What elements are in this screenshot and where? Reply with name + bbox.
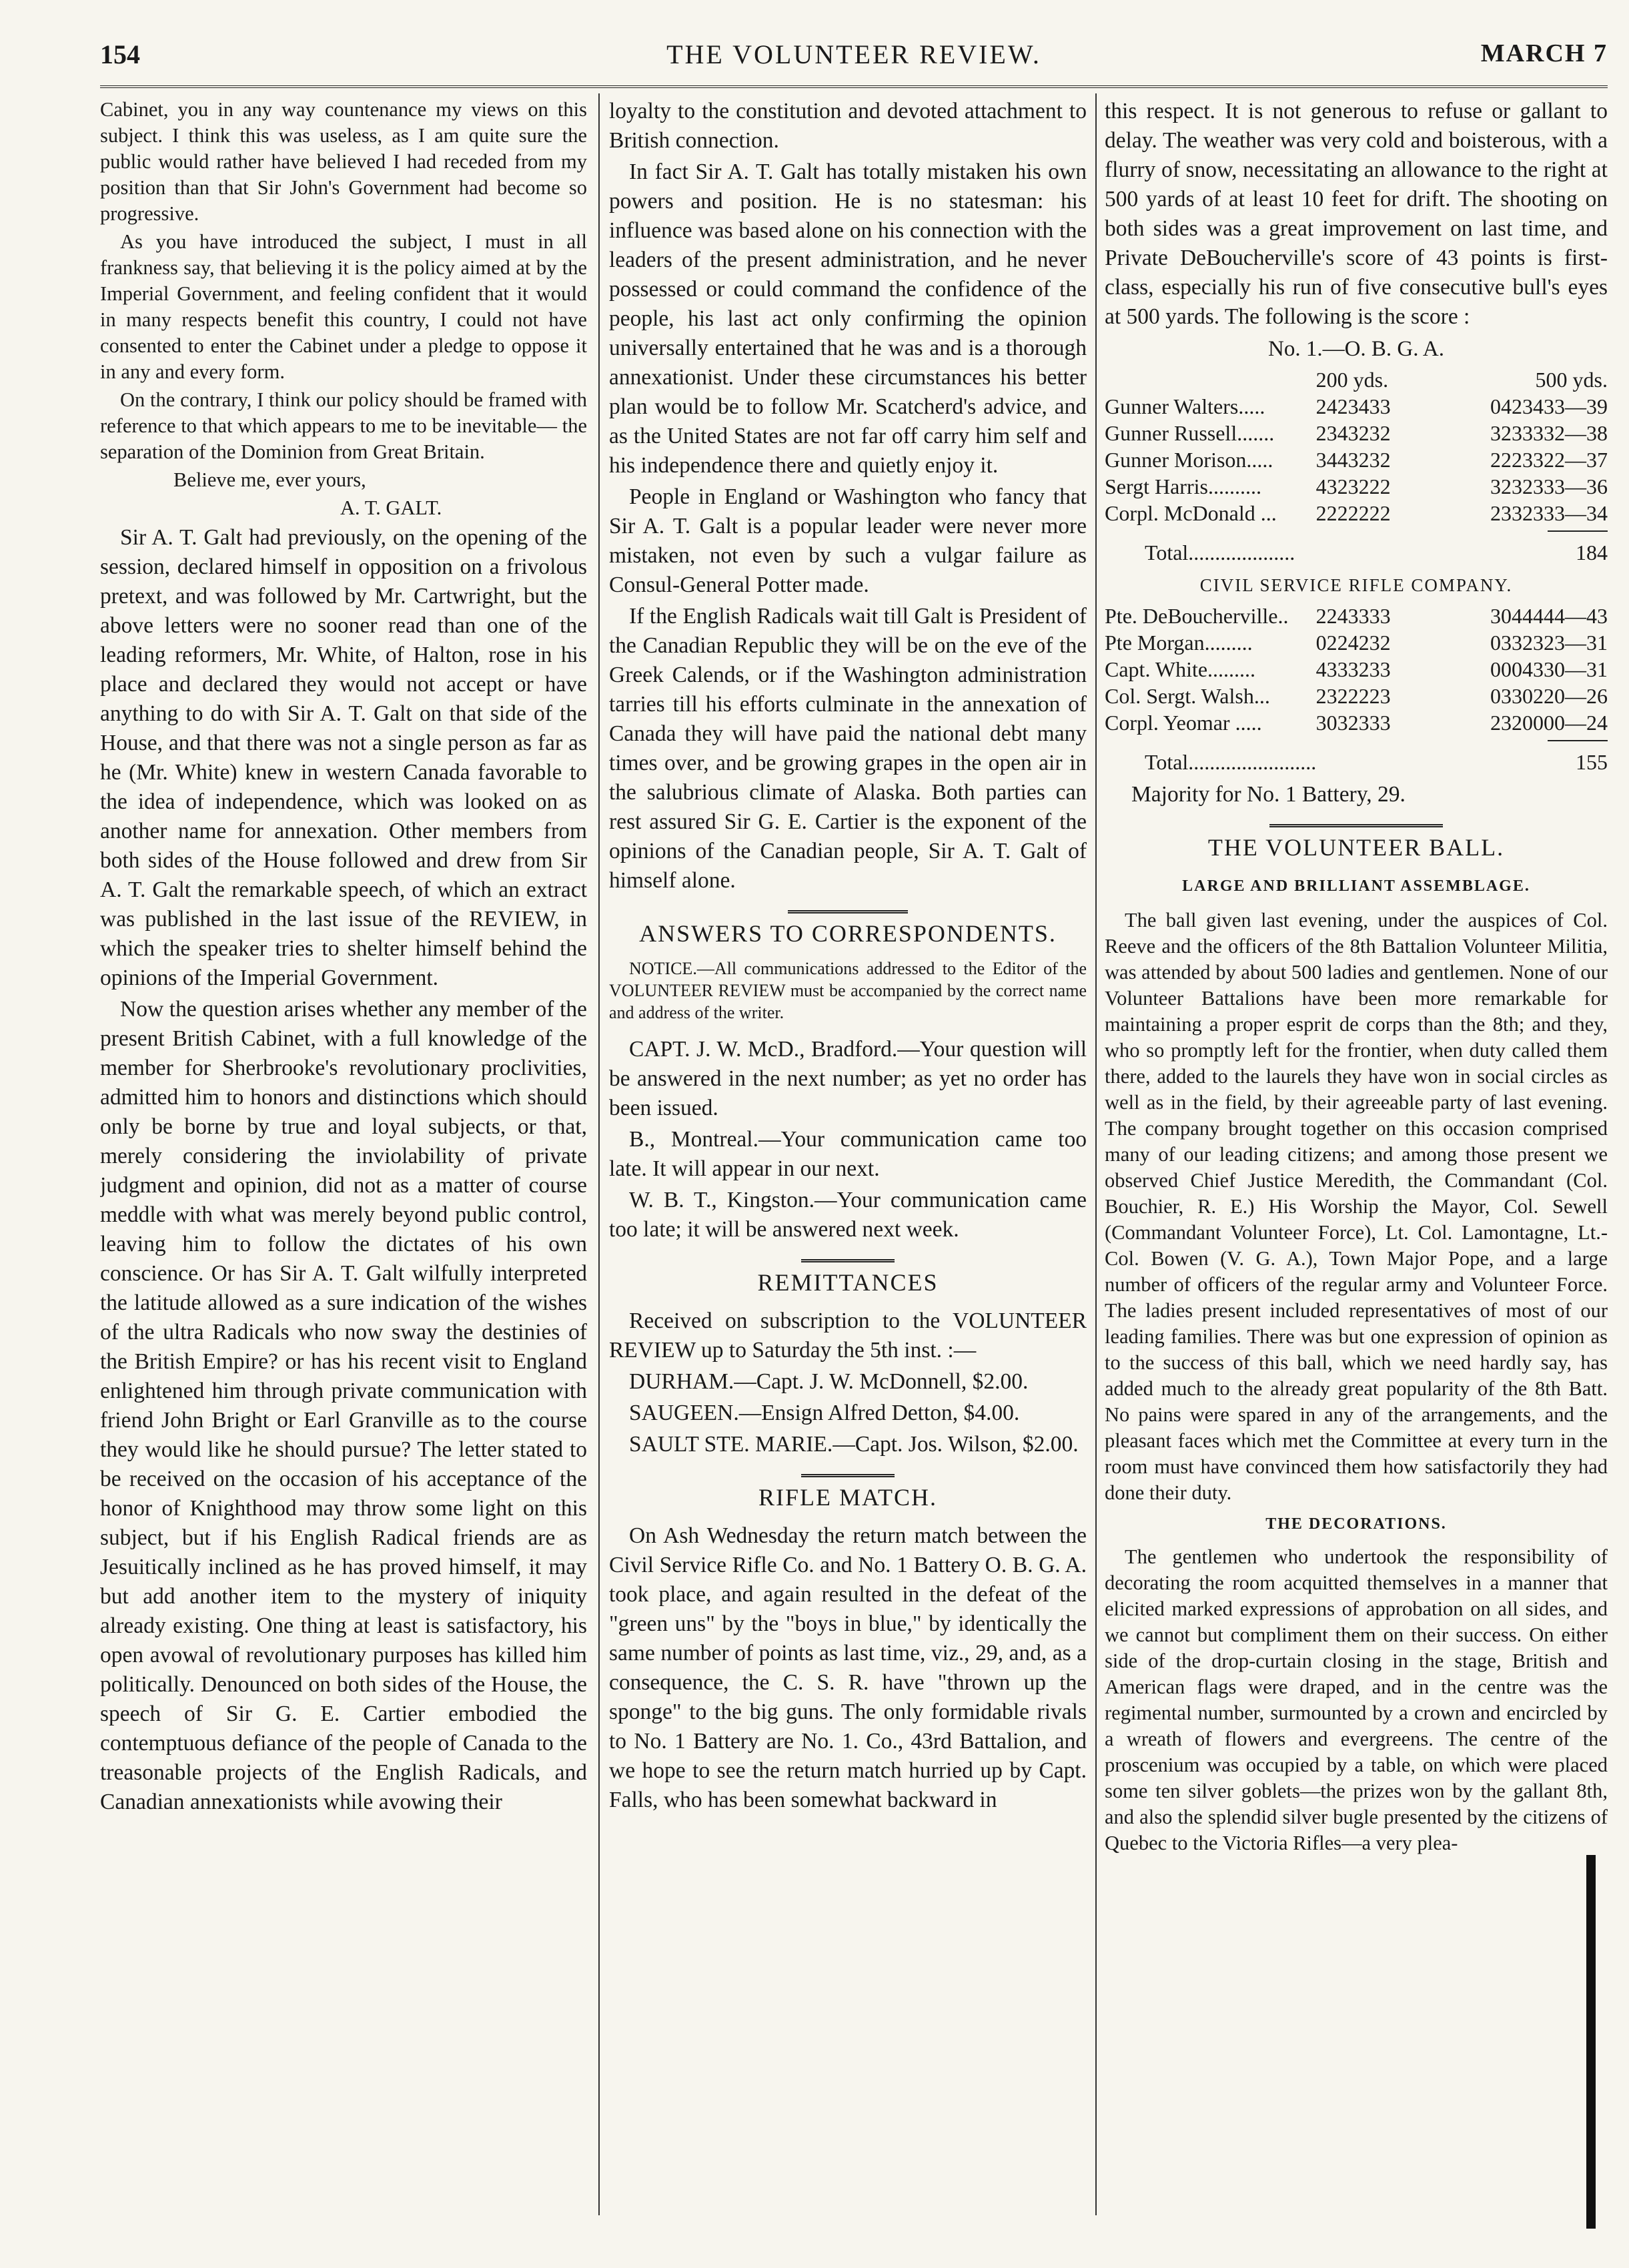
table-row: Gunner Russell....... 2343232 3233332—38 [1105,421,1608,445]
notice-text: NOTICE.—All communications addressed to the Editor of the VOLUNTEER REVIEW must be accompanied by the correct name and address of the writer. [609,959,1087,1022]
article-paragraph: loyalty to the constitution and devoted attachment to British connection. [609,99,1087,153]
column-2 [609,97,1087,2225]
table-row: Col. Sergt. Walsh... 2322223 0330220—26 [1105,684,1608,708]
total-value: 155 [1576,750,1608,774]
issue-date: MARCH 7 [1480,39,1608,67]
publication-title: THE VOLUNTEER REVIEW. [666,39,1041,69]
page-number: 154 [100,39,140,69]
remittance-item: SAULT STE. MARIE.—Capt. Jos. Wilson, $2.00. [629,1432,1079,1457]
letter-signature: A. T. GALT. [340,496,442,519]
section-title-answers: ANSWERS TO CORRESPONDENTS. [639,920,1057,947]
table-row: Corpl. Yeomar ..... 3032333 2320000—24 [1105,711,1608,735]
table-row: Sergt Harris.......... 4323222 3232333—36 [1105,474,1608,498]
column-divider [598,93,600,2215]
column-1 [100,97,587,2225]
table-row: Capt. White......... 4333233 0004330—31 [1105,657,1608,681]
range-header: 500 yds. [1535,368,1608,392]
remittance-item: DURHAM.—Capt. J. W. McDonnell, $2.00. [629,1369,1029,1394]
total-rule [1548,740,1608,741]
table-row: Pte Morgan......... 0224232 0332323—31 [1105,631,1608,655]
letter-closing: Believe me, ever yours, [173,468,366,491]
article-paragraph: If the English Radicals wait till Galt is President of the Canadian Republic they will be on the eve of the Greek Calends, or if the Washington administration tarries till his efforts culminate in the annexation of Canada they will have paid the national debt many times over, and be growing grapes in the open air in the salubrious climate of Alaska. Both parties can rest assured Sir G. E. Cartier is the exponent of the opinions of the Canadian people, Sir A. T. Galt of himself alone. [609,604,1087,893]
score-table-battery [1105,366,1608,526]
answer-item: CAPT. J. W. McD., Bradford.—Your question will be answered in the next number; as yet no order has been issued. [609,1037,1087,1120]
section-subtitle: LARGE AND BRILLIANT ASSEMBLAGE. [1182,877,1530,895]
table-row: Gunner Morison..... 3443232 2223322—37 [1105,448,1608,472]
answer-item: B., Montreal.—Your communication came too late. It will appear in our next. [609,1127,1087,1181]
letter-paragraph: Cabinet, you in any way countenance my views on this subject. I think this was useless, as I am quite sure the public would rather have believed I had receded from my position than that Sir John's Government had become so progressive. [100,98,587,225]
remittance-intro: Received on subscription to the VOLUNTEER REVIEW up to Saturday the 5th inst. :— [609,1308,1087,1363]
range-header: 200 yds. [1315,368,1389,392]
article-paragraph: The ball given last evening, under the auspices of Col. Reeve and the officers of the 8th Battalion Volunteer Militia, was attended by about 500 ladies and gentlemen. None of our Volunteer Battalions have been more remarkable for maintaining a proper esprit de corps than the 8th; and they, who so promptly left for the frontier, when duty called them there, added to the laurels they have won in social circles as well as in the field, by their agreeable party of last evening. The company brought together on this occasion comprised many of our leading citizens; and among those present we observed Chief Justice Meredith, the Commandant (Col. Bouchier, R. E.) His Worship the Mayor, Col. Sewell (Commandant Volunteer Force), Lt. Col. Lamontagne, Lt.-Col. Bowen (V. G. A.), Town Major Pope, and a large number of officers of the regular army and Volunteer Force. The ladies present included representatives of most of our leading families. There was but one expression of opinion as to the success of this ball, which we need hardly say, has added much to the already great popularity of the 8th Batt. No pains were spared in any of the arrangements, and the pleasant faces which met the Committee at every turn in the room must have convinced them how satisfactorily they had done their duty. [1105,909,1608,1504]
answer-item: W. B. T., Kingston.—Your communication came too late; it will be answered next week. [609,1188,1087,1242]
section-title-rifle-match: RIFLE MATCH. [758,1484,938,1511]
remittance-item: SAUGEEN.—Ensign Alfred Detton, $4.00. [629,1401,1020,1425]
team-heading: No. 1.—O. B. G. A. [1267,337,1445,361]
column-divider [1095,93,1097,2215]
total-value: 184 [1576,540,1608,564]
article-paragraph: The gentlemen who undertook the responsibility of decorating the room acquitted themselves in a manner that elicited marked expressions of approbation on all sides, and we cannot but compliment them on their success. On either side of the drop-curtain closing in the stage, British and American flags were draped, and in the centre was the regimental number, surmounted by a crown and encircled by a wreath of flowers and evergreens. The centre of the proscenium was occupied by a table, on which were placed some ten silver goblets—the prizes won by the gallant 8th, and also the splendid silver bugle presented by the citizens of Quebec to the Victoria Rifles—a very plea- [1105,1545,1608,1854]
team-total: Total.................... 184 [1145,538,1608,566]
section-rule [801,1259,895,1262]
table-row: Pte. DeBoucherville.. 2243333 3044444—43 [1105,604,1608,628]
article-paragraph: Now the question arises whether any member of the present British Cabinet, with a full knowledge of the member for Sherbrooke's revolutionary proclivities, admitted him to honors and distinctions which should only be borne by true and loyal subjects, or that, merely considering the inviolability of private judgment and opinion, did not as a matter of course meddle with what was merely beyond public control, leaving him to follow the dictates of his own conscience. Or has Sir A. T. Galt wilfully interpreted the latitude allowed as a sure indication of the wishes of the ultra Radicals who now sway the destinies of the British Empire? or has his recent visit to England enlightened him through private communication with friend John Bright or Earl Granville as to the course they would like he should pursue? The letter stated to be received on the occasion of his acceptance of the honor of Knighthood may throw some light on this subject, but if his English Radical friends are as Jesuitically inclined as he has proved himself, it may but add another item to the mystery of iniquity already existing. One thing at least is satisfactory, his open avowal of revolutionary purposes has killed him politically. Denounced on both sides of the House, the speech of Sir G. E. Cartier embodied the contemptuous defiance of the people of Canada to the treasonable projects of the English Radicals, and Canadian annexationists while avowing their [100,997,587,1814]
section-rule [788,910,908,913]
article-paragraph: In fact Sir A. T. Galt has totally mistaken his own powers and position. He is no statesman: his influence was based alone on his connection with the leaders of the present administration, and he never possessed or could command the confidence of the people, his last act only confirming the opinion universally entertained that he was and is a thorough annexationist. Under these circumstances his better plan would be to follow Mr. Scatcherd's advice, and as the United States are not far off carry him self and his independence there and quietly enjoy it. [609,159,1087,478]
letter-paragraph: As you have introduced the subject, I must in all frankness say, that believing it is the policy aimed at by the Imperial Government, and feeling confident that it would in many respects benefit this country, I could not have consented to enter the Cabinet under a pledge to oppose it in any and every form. [100,230,587,383]
table-row: Gunner Walters..... 2423433 0423433—39 [1105,394,1608,418]
article-paragraph: this respect. It is not generous to refuse or gallant to delay. The weather was very cold and boisterous, with a flurry of snow, necessitating an allowance to the right at 500 yards of at least 10 feet for drift. The shooting on both sides was a great improvement on last time, and Private DeBoucherville's score of 43 points is first-class, especially his run of five consecutive bull's eyes at 500 yards. The following is the score : [1105,99,1608,329]
section-rule [1269,824,1443,827]
total-rule [1548,530,1608,532]
header-rule [100,85,1608,88]
column-3 [1105,97,1608,2225]
majority-line: Majority for No. 1 Battery, 29. [1131,782,1406,807]
section-title-remittances: REMITTANCES [757,1269,939,1296]
letter-paragraph: On the contrary, I think our policy should be framed with reference to that which appears to me to be inevitable— the separation of the Dominion from Great Britain. [100,388,587,463]
article-paragraph: On Ash Wednesday the return match between the Civil Service Rifle Co. and No. 1 Battery O. B. G. A. took place, and again resulted in the defeat of the "green uns" by the "boys in blue," by identically the same number of points as last time, viz., 29, and, as a consequence, the C. S. R. have "thrown up the sponge" to the big guns. The only formidable rivals to No. 1 Battery are No. 1. Co., 43rd Battalion, and we hope to see the return match hurried up by Capt. Falls, who has been somewhat backward in [609,1523,1087,1812]
score-table-civil-service [1105,603,1608,736]
team-heading: CIVIL SERVICE RIFLE COMPANY. [1199,575,1513,595]
scan-edge-mark [1586,1855,1596,2229]
section-title-ball: THE VOLUNTEER BALL. [1207,834,1505,861]
masthead [100,39,1608,79]
team-total: Total........................ 155 [1145,748,1608,776]
article-paragraph: People in England or Washington who fancy that Sir A. T. Galt is a popular leader were never more mistaken, not even by such a vulgar failure as Consul-General Potter made. [609,484,1087,597]
section-subtitle: THE DECORATIONS. [1265,1515,1447,1533]
section-rule [801,1474,895,1477]
article-paragraph: Sir A. T. Galt had previously, on the opening of the session, declared himself in opposition on a frivolous pretext, and was followed by Mr. Cartwright, but the above letters were no sooner read than one of the leading reformers, Mr. White, of Halton, rose in his place and declared they would not accept or have anything to do with Sir A. T. Galt on that side of the House, and that there was not a single person as far as he (Mr. White) knew in western Canada favorable to the idea of independence, which was looked on as another name for annexation. Other members from both sides of the House followed and drew from Sir A. T. Galt the remarkable speech, of which an extract was published in the last issue of the REVIEW, in which the speaker tries to shelter himself behind the opinions of the Imperial Government. [100,525,587,990]
table-row: Corpl. McDonald ... 2222222 2332333—34 [1105,501,1608,525]
